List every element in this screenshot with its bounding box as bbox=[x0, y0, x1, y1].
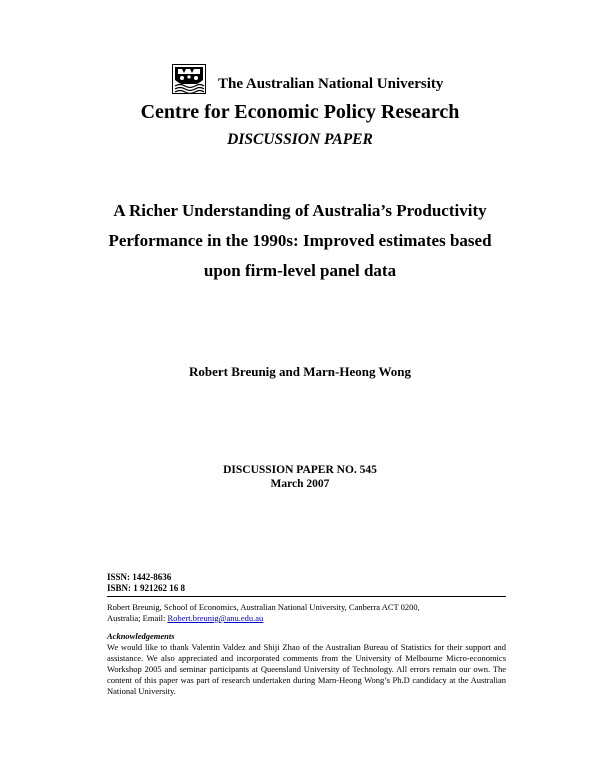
address-line-2 bbox=[107, 613, 506, 624]
title-line-2: Performance in the 1990s: Improved estimates based bbox=[108, 231, 492, 250]
acknowledgements-heading: Acknowledgements bbox=[107, 631, 175, 641]
paper-number: DISCUSSION PAPER NO. 545 bbox=[223, 464, 377, 476]
address-prefix: Australia; Email: bbox=[107, 613, 168, 623]
university-name: The Australian National University bbox=[218, 76, 444, 92]
acknowledgements-text: We would like to thank Valentin Valdez and Shiji Zhao of the Australian Bureau of Statistics for their support and assistance. We also appreciated and incorporated comments from the University of Melbourne Micro-economics Workshop 2005 and seminar participants at Queensland University of Technology. All errors remain our own. The content of this paper was part of research undertaken during Marn-Heong Wong’s Ph.D candidacy at the Australian National University. bbox=[107, 642, 506, 696]
email-link[interactable]: Robert.breunig@anu.edu.au bbox=[167, 613, 264, 623]
anu-crest-logo bbox=[172, 64, 206, 94]
paper-title bbox=[0, 196, 600, 286]
series-label: DISCUSSION PAPER bbox=[227, 131, 373, 148]
address-line-1: Robert Breunig, School of Economics, Australian National University, Canberra ACT 0200, bbox=[107, 602, 420, 612]
divider bbox=[107, 596, 506, 597]
title-line-3: upon firm-level panel data bbox=[203, 261, 397, 280]
authors: Robert Breunig and Marn-Heong Wong bbox=[189, 364, 411, 379]
paper-number-block bbox=[0, 463, 600, 491]
author-address bbox=[107, 602, 506, 624]
title-line-1: A Richer Understanding of Australia’s Productivity bbox=[113, 201, 487, 220]
issn: ISSN: 1442-8636 bbox=[107, 572, 172, 582]
identifiers bbox=[107, 572, 185, 594]
isbn: ISBN: 1 921262 16 8 bbox=[107, 583, 186, 593]
paper-date: March 2007 bbox=[270, 478, 330, 490]
centre-name: Centre for Economic Policy Research bbox=[140, 101, 460, 123]
